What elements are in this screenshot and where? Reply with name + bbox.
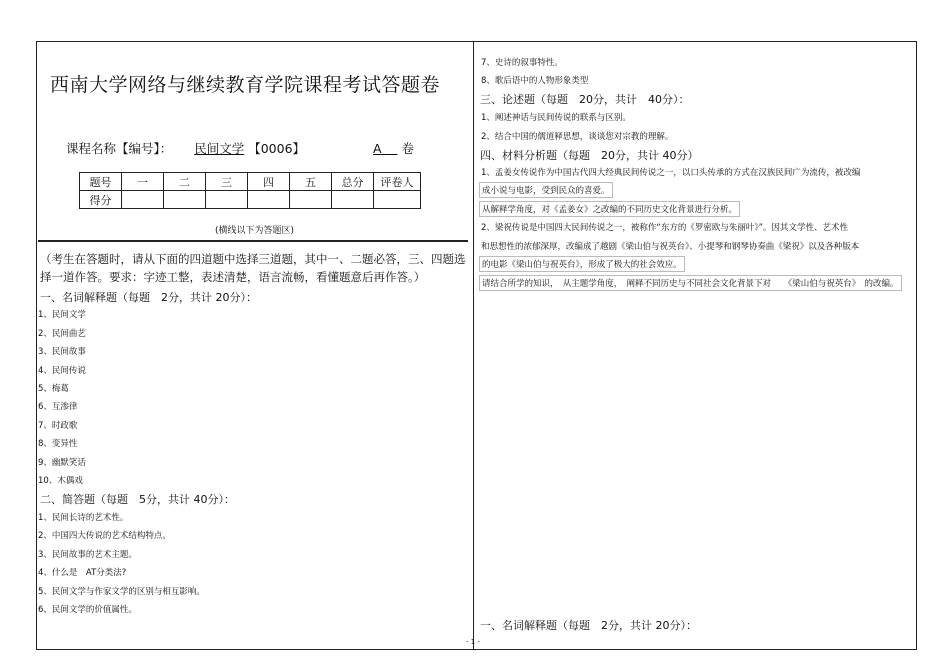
material-line: 和思想性的浓郁深厚，改编成了越剧《梁山伯与祝英台》、小提琴和钢琴协奏曲《梁祝》以及各种版本 [481, 242, 860, 252]
cut-line [38, 240, 468, 242]
list-item: 2、民间曲艺 [38, 329, 86, 339]
section1-title: 一、名词解释题（每题 2分，共计 20分）： [40, 291, 257, 304]
score-cell[interactable] [206, 191, 248, 209]
list-item: 1、民间文学 [38, 310, 86, 320]
score-cell[interactable] [374, 191, 421, 209]
section2-title: 二、简答题（每题 5分，共计 40分）： [40, 493, 235, 506]
course-name: 民间文学 [194, 141, 245, 156]
list-item: 7、时政歌 [38, 421, 78, 431]
score-header-cell: 题号 [80, 173, 122, 191]
page-frame [36, 41, 917, 650]
score-row-label: 得分 [80, 191, 122, 209]
score-header-cell: 五 [290, 173, 332, 191]
score-header-cell: 评卷人 [374, 173, 421, 191]
material-line: 成小说与电影，受到民众的喜爱。 [479, 182, 613, 198]
course-line [66, 139, 414, 157]
list-item: 6、民间文学的价值属性。 [38, 605, 137, 615]
list-item: 9、幽默笑话 [38, 458, 86, 468]
list-item: 4、民间传说 [38, 366, 86, 376]
score-header-cell: 二 [164, 173, 206, 191]
score-cell[interactable] [290, 191, 332, 209]
score-table [79, 172, 421, 209]
course-code: 【0006】 [248, 141, 306, 156]
score-header-cell: 总分 [332, 173, 374, 191]
score-cell[interactable] [164, 191, 206, 209]
list-item: 7、史诗的叙事特性。 [481, 58, 563, 68]
list-item: 5、梅葛 [38, 384, 69, 394]
list-item: 10、木偶戏 [38, 476, 83, 486]
instructions: （考生在答题时，请从下面的四道题中选择三道题，其中一、二题必答，三、四题选择一道作答。要求：字迹工整，表述清楚，语言流畅，看懂题意后再作答。） [40, 252, 466, 284]
page-number: - 1 - [466, 638, 480, 646]
list-item: 3、民间故事的艺术主题。 [38, 550, 137, 560]
score-cell[interactable] [248, 191, 290, 209]
course-label: 课程名称【编号】： [66, 141, 173, 156]
list-item: 6、互渗律 [38, 402, 78, 412]
column-divider [473, 41, 474, 649]
list-item: 8、歌后语中的人物形象类型 [481, 76, 589, 86]
section3-title: 三、论述题（每题 20分，共计 40分）： [480, 93, 690, 106]
score-cell[interactable] [122, 191, 164, 209]
material-line: 2、梁祝传说是中国四大民间传说之一，被称作“东方的《罗密欧与朱丽叶》”。因其文学性、艺术性 [481, 223, 848, 233]
score-header-cell: 三 [206, 173, 248, 191]
page-title: 西南大学网络与继续教育学院课程考试答题卷 [50, 74, 441, 96]
score-cell[interactable] [332, 191, 374, 209]
score-header-cell: 四 [248, 173, 290, 191]
answer-heading: 一、名词解释题（每题 2分，共计 20分）： [480, 619, 697, 632]
score-header-cell: 一 [122, 173, 164, 191]
list-item: 8、变异性 [38, 439, 78, 449]
list-item: 1、民间长诗的艺术性。 [38, 513, 129, 523]
list-item: 1、阐述神话与民间传说的联系与区别。 [481, 113, 631, 123]
score-header-row [80, 173, 421, 191]
score-row [80, 191, 421, 209]
paper-type: A [373, 141, 382, 156]
cut-line-note: (横线以下为答题区) [215, 226, 295, 236]
material-question: 从解释学角度，对《孟姜女》之改编的不同历史文化背景进行分析。 [479, 201, 740, 217]
section4-title: 四、材料分析题（每题 20分，共计 40分） [480, 149, 699, 162]
list-item: 4、什么是 AT分类法? [38, 568, 127, 578]
material-line: 的电影《梁山伯与祝英台》，形成了极大的社会效应。 [479, 256, 685, 272]
paper-suffix: 卷 [401, 141, 414, 156]
material-line: 1、孟姜女传说作为中国古代四大经典民间传说之一，以口头传承的方式在汉族民间广为流传，被改编 [481, 168, 861, 178]
list-item: 2、结合中国的儒道释思想，谈谈您对宗教的理解。 [481, 132, 674, 142]
material-question: 请结合所学的知识， 从主题学角度， 阐释不同历史与不同社会文化背景下对 《梁山伯与祝英台》 的改编。 [479, 275, 902, 291]
list-item: 3、民间故事 [38, 347, 86, 357]
list-item: 5、民间文学与作家文学的区别与相互影响。 [38, 587, 205, 597]
list-item: 2、中国四大传说的艺术结构特点。 [38, 531, 171, 541]
